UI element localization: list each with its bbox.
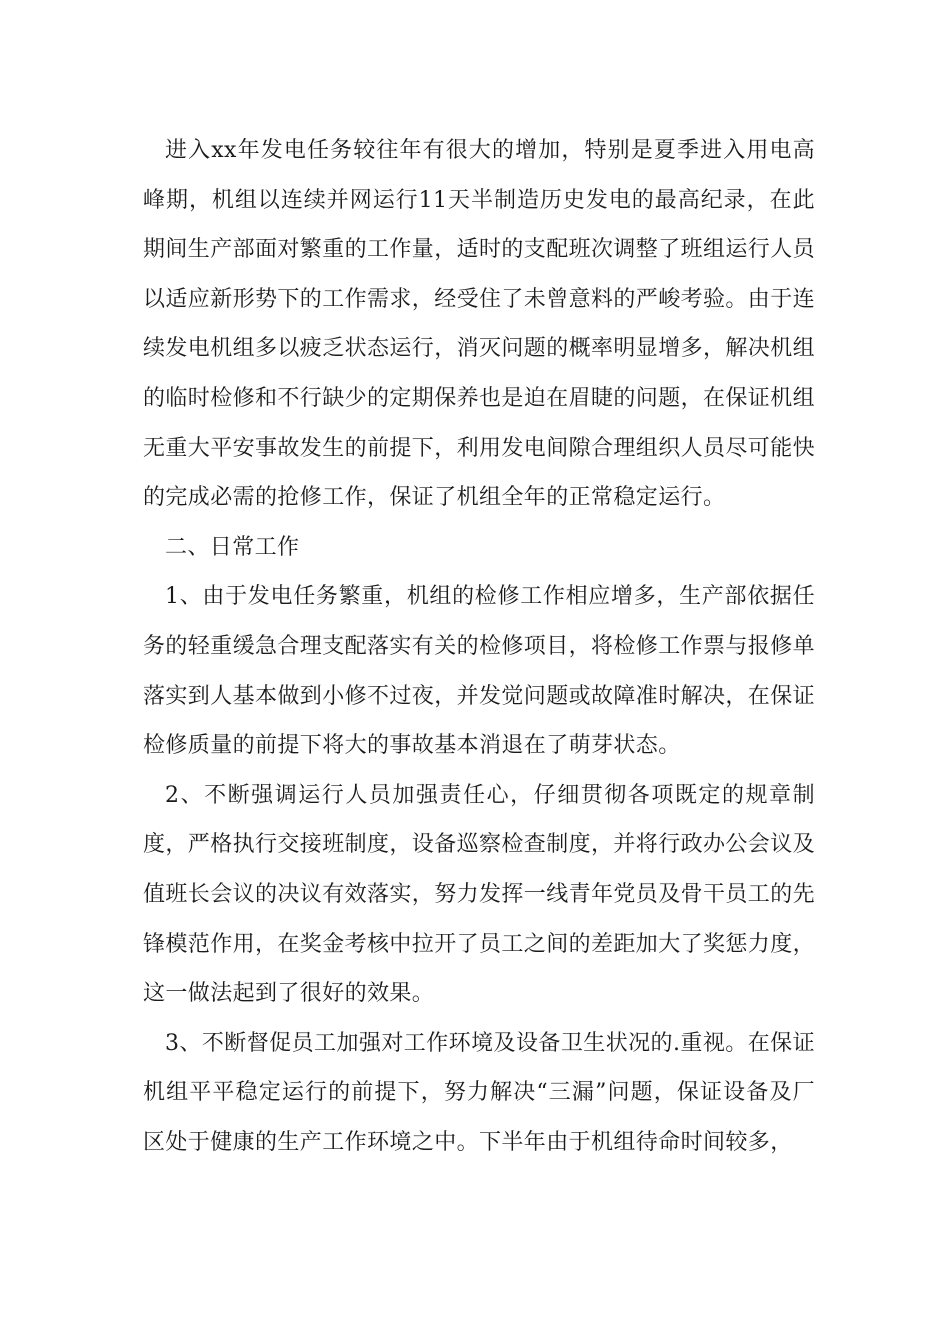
document-body	[143, 126, 815, 1167]
list-item: 2、不断强调运行人员加强责任心，仔细贯彻各项既定的规章制度，严格执行交接班制度，设备巡察检查制度，并将行政办公会议及值班长会议的决议有效落实，努力发挥一线青年党员及骨干员工的先锋模范作用，在奖金考核中拉开了员工之间的差距加大了奖惩力度，这一做法起到了很好的效果。	[143, 782, 816, 1007]
list-item: 3、不断督促员工加强对工作环境及设备卫生状况的.重视。在保证机组平平稳定运行的前提下，努力解决“三漏”问题，保证设备及厂区处于健康的生产工作环境之中。下半年由于机组待命时间较多，	[143, 1030, 815, 1155]
list-item: 1、由于发电任务繁重，机组的检修工作相应增多，生产部依据任务的轻重缓急合理支配落实有关的检修项目，将检修工作票与报修单落实到人基本做到小修不过夜，并发觉问题或故障准时解决，在保证检修质量的前提下将大的事故基本消退在了萌芽状态。	[143, 584, 816, 759]
intro-paragraph: 进入xx年发电任务较往年有很大的增加，特别是夏季进入用电高峰期，机组以连续并网运行11天半制造历史发电的最高纪录，在此期间生产部面对繁重的工作量，适时的支配班次调整了班组运行人员以适应新形势下的工作需求，经受住了未曾意料的严峻考验。由于连续发电机组多以疲乏状态运行，消灭问题的概率明显增多，解决机组的临时检修和不行缺少的定期保养也是迫在眉睫的问题，在保证机组无重大平安事故发生的前提下，利用发电间隙合理组织人员尽可能快的完成必需的抢修工作，保证了机组全年的正常稳定运行。	[143, 138, 816, 511]
section-heading: 二、日常工作	[165, 534, 300, 560]
